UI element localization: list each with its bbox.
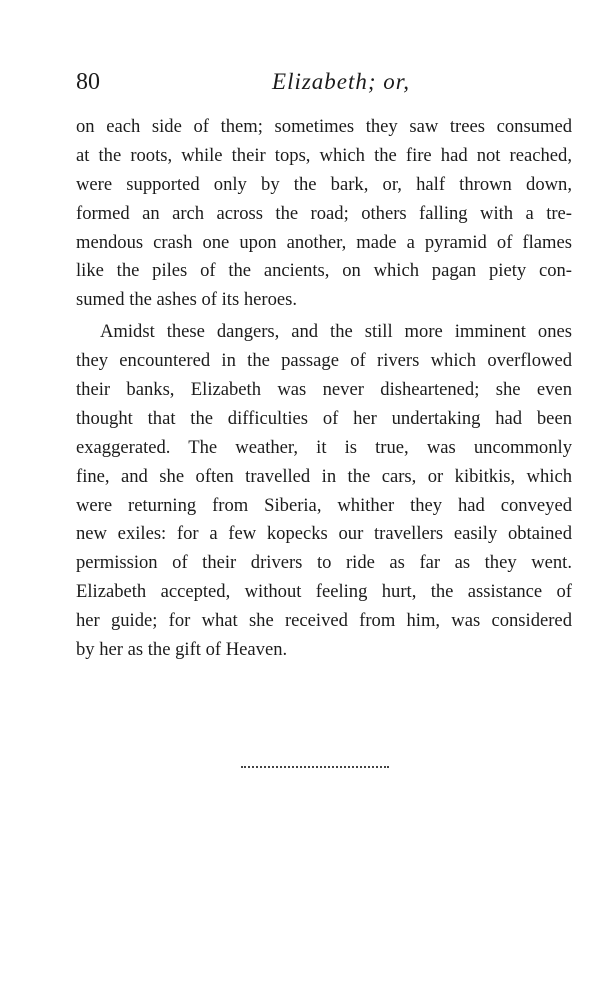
text-line: by her as the gift of Heaven. xyxy=(76,639,288,661)
body-text xyxy=(76,113,572,665)
page-number: 80 xyxy=(76,69,100,95)
text-line: permission of their drivers to ride as far as they went. xyxy=(76,552,572,574)
page-header xyxy=(76,62,572,102)
text-line: mendous crash one upon another, made a pyramid of flames xyxy=(76,231,572,253)
text-line: thought that the difficulties of her undertaking had been xyxy=(76,407,572,429)
text-line: fine, and she often travelled in the cars, or kibitkis, which xyxy=(76,465,572,487)
chapter-end-rule xyxy=(241,766,389,771)
running-head: Elizabeth; or, xyxy=(272,69,410,94)
text-line: on each side of them; sometimes they saw trees consumed xyxy=(76,116,572,137)
paragraph xyxy=(76,113,572,315)
text-line: new exiles: for a few kopecks our travellers easily obtained xyxy=(76,523,572,545)
text-line: sumed the ashes of its heroes. xyxy=(76,289,298,311)
text-line: Elizabeth accepted, without feeling hurt, the assistance of xyxy=(76,581,572,603)
paragraph xyxy=(76,318,572,665)
text-line: were supported only by the bark, or, half thrown down, xyxy=(76,173,572,195)
text-line: they encountered in the passage of rivers which overflowed xyxy=(76,350,572,372)
text-line: her guide; for what she received from him, was considered xyxy=(76,610,572,632)
text-line: like the piles of the ancients, on which pagan piety con- xyxy=(76,260,572,282)
text-line: at the roots, while their tops, which the fire had not reached, xyxy=(76,144,572,166)
text-line: were returning from Siberia, whither they had conveyed xyxy=(76,494,572,516)
text-line: their banks, Elizabeth was never disheartened; she even xyxy=(76,379,572,401)
text-line: formed an arch across the road; others falling with a tre- xyxy=(76,202,572,224)
text-line: Amidst these dangers, and the still more imminent ones xyxy=(100,321,572,343)
text-line: exaggerated. The weather, it is true, was uncommonly xyxy=(76,436,572,458)
